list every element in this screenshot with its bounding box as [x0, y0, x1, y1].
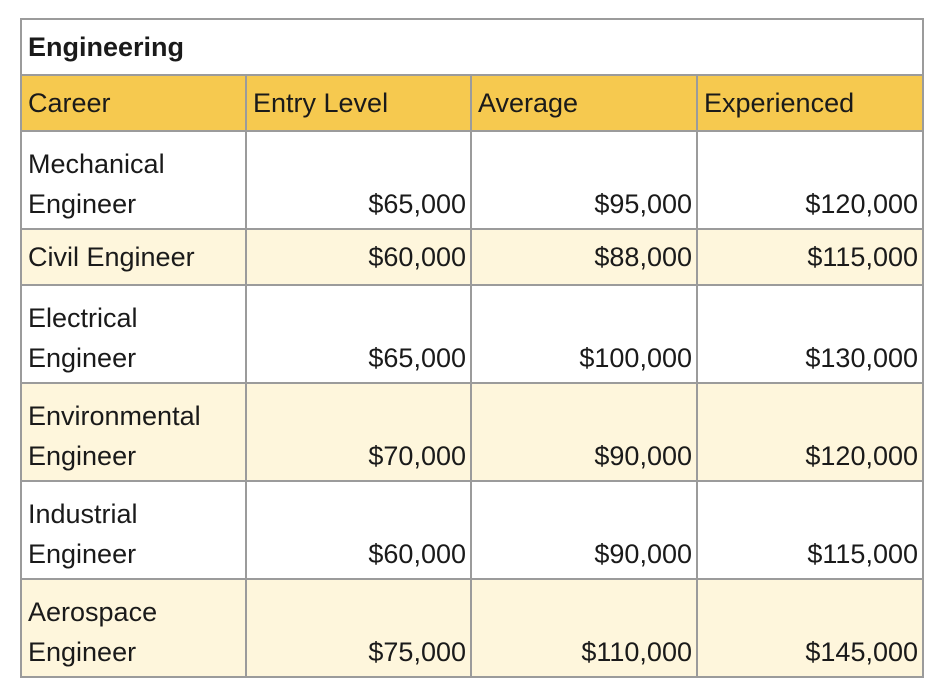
entry-level-cell: $65,000 — [246, 131, 471, 229]
column-header-average: Average — [471, 75, 697, 131]
entry-level-cell: $60,000 — [246, 481, 471, 579]
entry-level-cell: $65,000 — [246, 285, 471, 383]
career-name-line1: Mechanical — [28, 149, 165, 179]
career-cell — [21, 285, 246, 383]
career-cell — [21, 481, 246, 579]
table-row — [21, 131, 923, 229]
column-header-entry-level: Entry Level — [246, 75, 471, 131]
table-row — [21, 383, 923, 481]
career-cell — [21, 579, 246, 677]
career-name-line2: Engineer — [28, 637, 137, 667]
average-cell: $110,000 — [471, 579, 697, 677]
table-header-row — [21, 75, 923, 131]
experienced-cell: $145,000 — [697, 579, 923, 677]
experienced-cell: $120,000 — [697, 383, 923, 481]
table-row — [21, 481, 923, 579]
entry-level-cell: $75,000 — [246, 579, 471, 677]
career-cell — [21, 383, 246, 481]
column-header-experienced: Experienced — [697, 75, 923, 131]
entry-level-cell: $70,000 — [246, 383, 471, 481]
average-cell: $90,000 — [471, 481, 697, 579]
average-cell: $88,000 — [471, 229, 697, 285]
table-title: Engineering — [21, 19, 923, 75]
table-row — [21, 229, 923, 285]
experienced-cell: $130,000 — [697, 285, 923, 383]
career-name-line1: Industrial — [28, 499, 138, 529]
career-name-line2: Engineer — [28, 343, 137, 373]
career-cell — [21, 131, 246, 229]
career-name-line1: Aerospace — [28, 597, 158, 627]
column-header-career: Career — [21, 75, 246, 131]
average-cell: $90,000 — [471, 383, 697, 481]
entry-level-cell: $60,000 — [246, 229, 471, 285]
experienced-cell: $120,000 — [697, 131, 923, 229]
experienced-cell: $115,000 — [697, 481, 923, 579]
career-name-line1: Environmental — [28, 401, 201, 431]
career-name-line1: Electrical — [28, 303, 138, 333]
career-name-line2: Engineer — [28, 189, 137, 219]
salary-table — [20, 18, 924, 678]
average-cell: $100,000 — [471, 285, 697, 383]
career-name-line2: Engineer — [28, 441, 137, 471]
average-cell: $95,000 — [471, 131, 697, 229]
career-cell: Civil Engineer — [21, 229, 246, 285]
career-name-line2: Engineer — [28, 539, 137, 569]
experienced-cell: $115,000 — [697, 229, 923, 285]
table-row — [21, 579, 923, 677]
table-row — [21, 285, 923, 383]
